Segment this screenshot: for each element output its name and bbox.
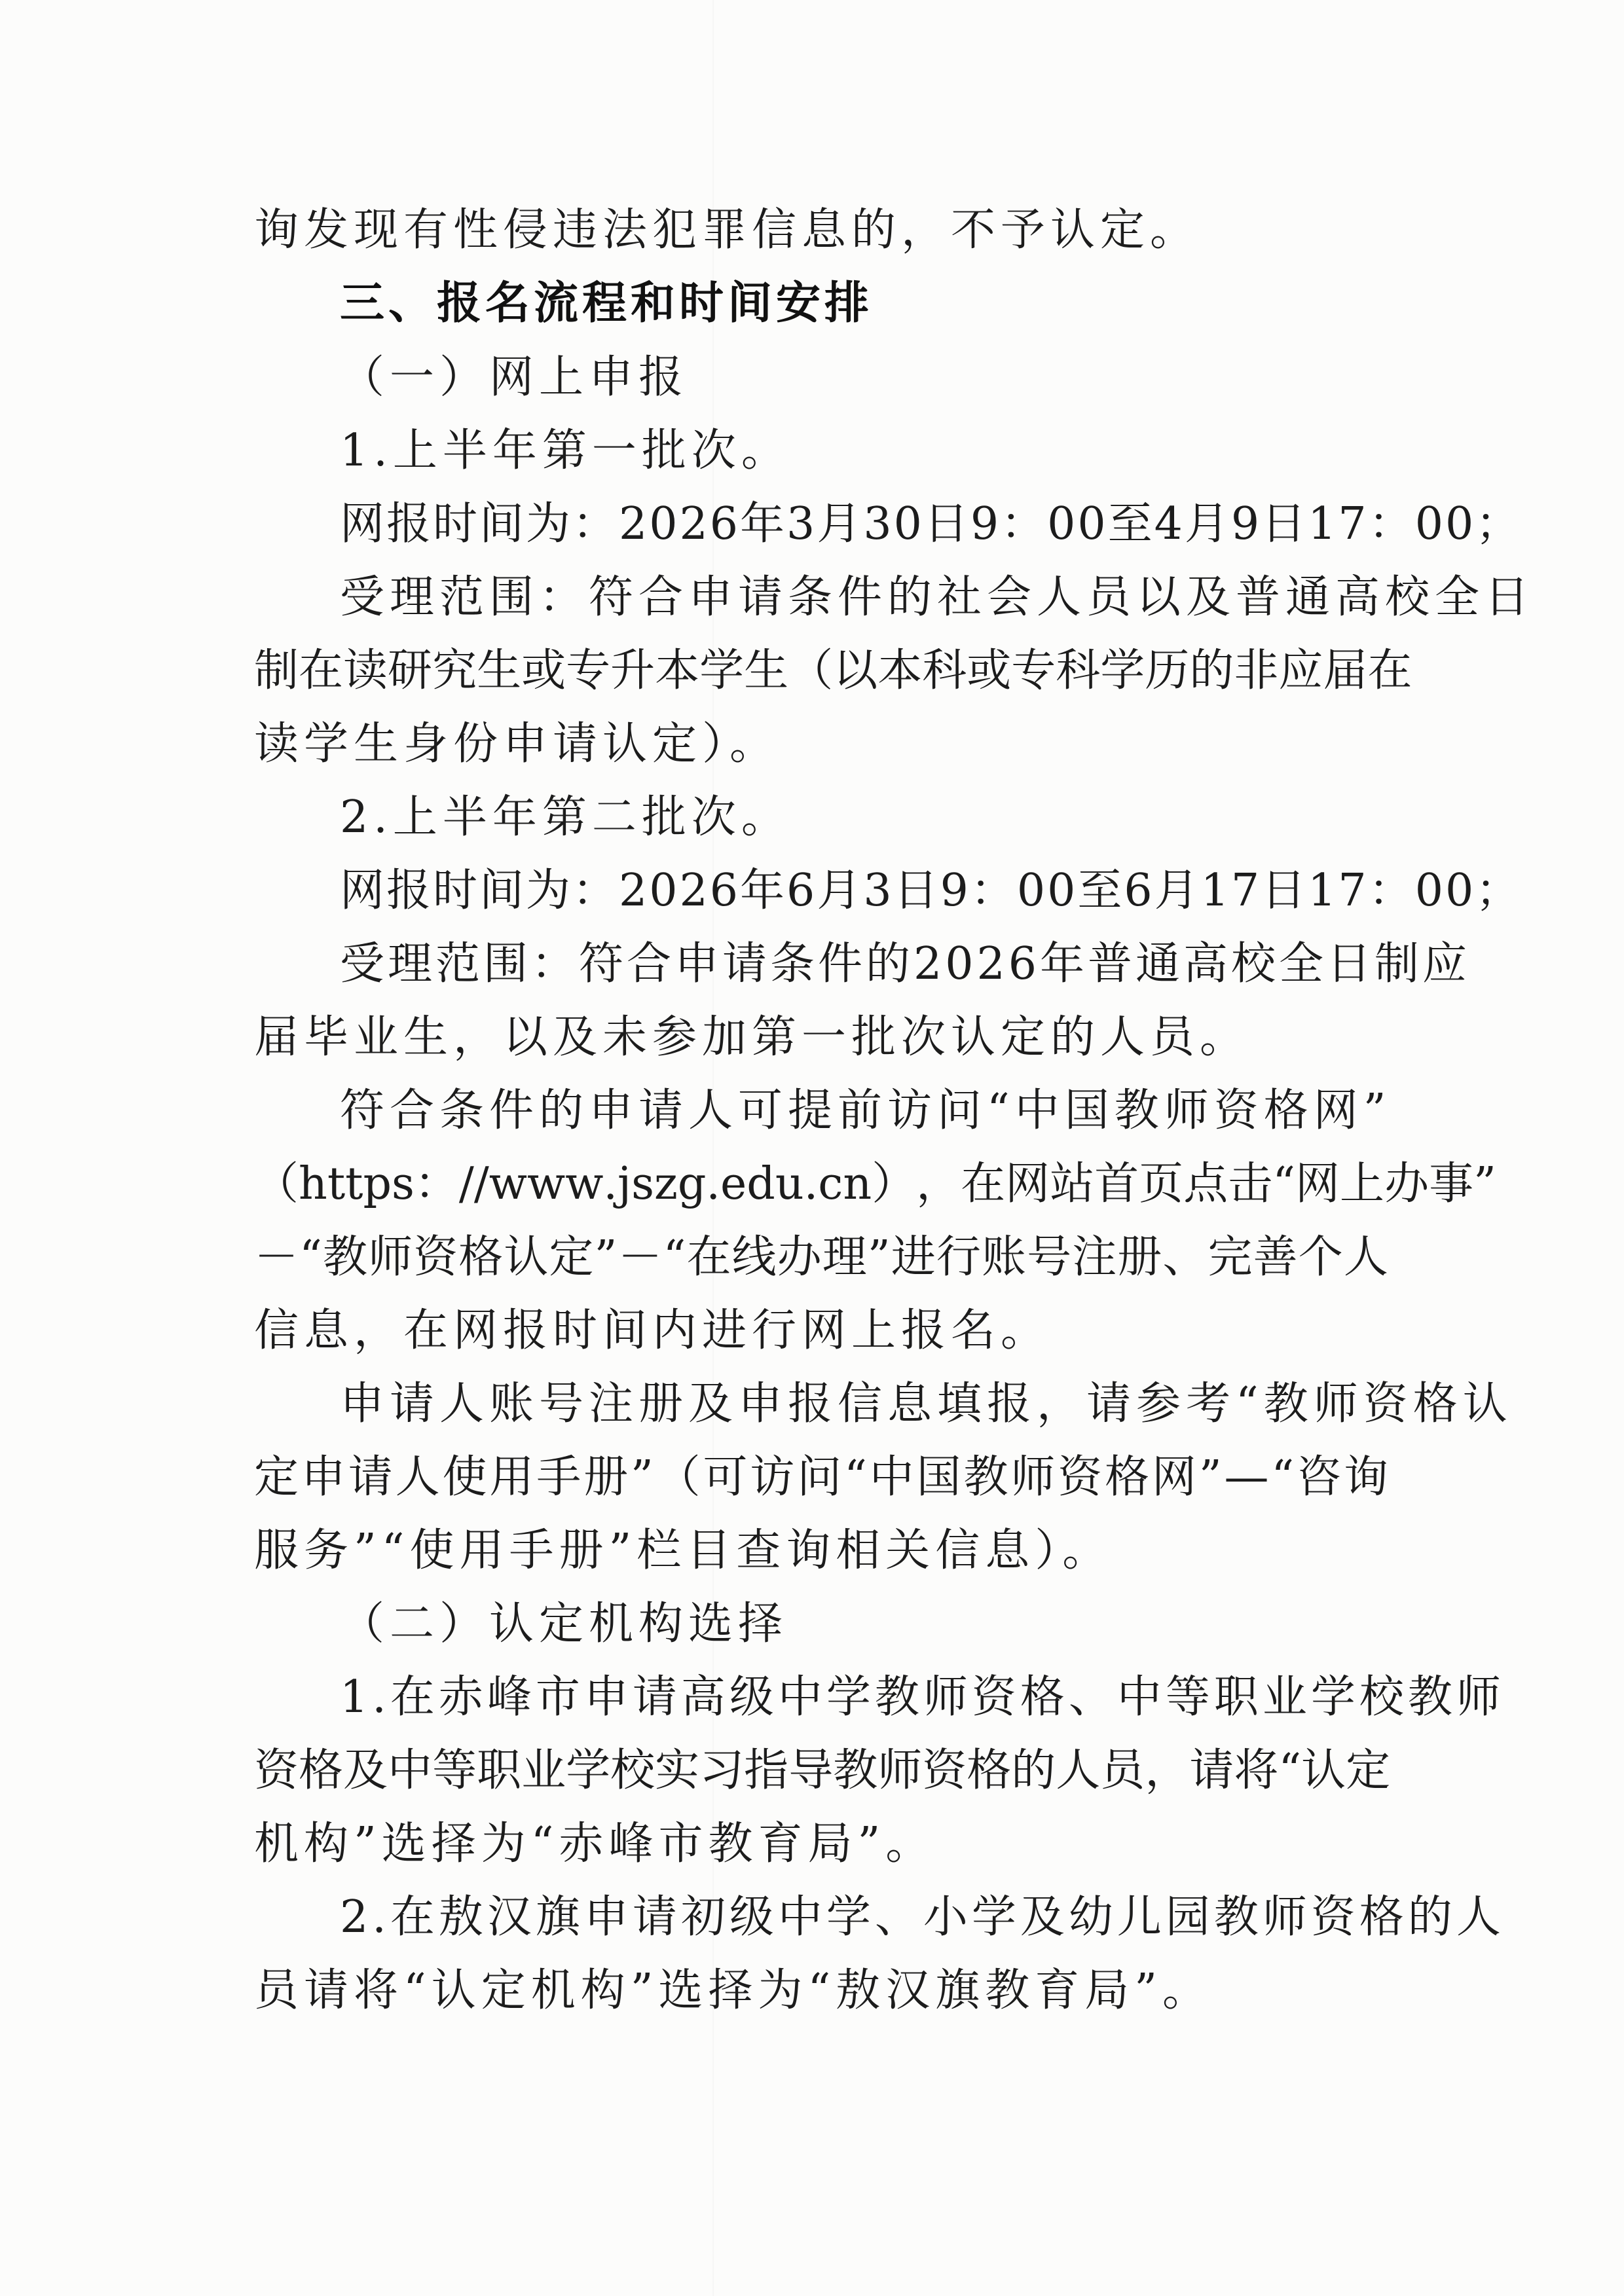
justified-character: 在 xyxy=(961,1158,1006,1210)
justified-text-line xyxy=(254,1158,1496,1210)
justified-character: 手 xyxy=(536,1451,581,1503)
subsection-heading: （一）网上申报 xyxy=(340,352,689,403)
justified-character: n xyxy=(843,1158,872,1210)
justified-character: p xyxy=(363,1158,392,1210)
justified-character: / xyxy=(458,1158,474,1210)
text-line: 信息，在网报时间内进行网上报名。 xyxy=(254,1305,1051,1357)
justified-character: 格 xyxy=(458,1231,504,1283)
justified-character: 人 xyxy=(1343,1231,1388,1283)
justified-character: 学 xyxy=(699,645,745,697)
justified-character: 申 xyxy=(301,1451,346,1503)
justified-character: 学 xyxy=(1100,645,1145,697)
text-line: 届毕业生，以及未参加第一批次认定的人员。 xyxy=(254,1011,1250,1063)
justified-character: 的 xyxy=(1011,1745,1056,1796)
justified-character: 问 xyxy=(797,1451,842,1503)
justified-character: 研 xyxy=(388,645,433,697)
justified-character: ” xyxy=(1198,1451,1222,1503)
justified-character: w xyxy=(489,1158,527,1210)
justified-character: 习 xyxy=(699,1745,745,1796)
justified-character: 认 xyxy=(504,1231,549,1283)
justified-character: “ xyxy=(1271,1451,1295,1503)
text-line: 员请将“认定机构”选择为“敖汉旗教育局”。 xyxy=(254,1965,1213,2016)
justified-character: 生 xyxy=(477,645,522,697)
justified-character: / xyxy=(473,1158,489,1210)
justified-character: ） xyxy=(872,1158,917,1210)
text-line: 符合条件的申请人可提前访问“中国教师资格网” xyxy=(340,1085,1392,1137)
justified-character: 职 xyxy=(477,1745,522,1796)
justified-character: 、 xyxy=(1162,1231,1208,1283)
justified-character: 生 xyxy=(744,645,789,697)
justified-character: ， xyxy=(916,1158,961,1210)
justified-character: 国 xyxy=(916,1451,961,1503)
justified-character: （ xyxy=(655,1451,701,1503)
justified-character: 或 xyxy=(521,645,566,697)
justified-character: 资 xyxy=(1058,1451,1103,1503)
item-heading: 1.上半年第一批次。 xyxy=(340,425,791,477)
justified-character: － xyxy=(254,1231,299,1283)
text-line: 1.在赤峰市申请高级中学教师资格、中等职业学校教师 xyxy=(340,1671,1505,1723)
justified-character: 办 xyxy=(777,1231,822,1283)
justified-character: 账 xyxy=(981,1231,1026,1283)
justified-character: 可 xyxy=(703,1451,748,1503)
justified-character: 以 xyxy=(833,645,878,697)
text-line: 2.在敖汉旗申请初级中学、小学及幼儿园教师资格的人 xyxy=(340,1891,1505,1943)
justified-character: ： xyxy=(414,1158,459,1210)
justified-character: 理 xyxy=(822,1231,867,1283)
justified-character: c xyxy=(818,1158,843,1210)
justified-character: 册 xyxy=(1117,1231,1162,1283)
text-line: 受理范围：符合申请条件的2026年普通高校全日制应 xyxy=(340,938,1471,990)
justified-character: 进 xyxy=(891,1231,936,1283)
justified-character: 善 xyxy=(1253,1231,1298,1283)
justified-character: 完 xyxy=(1208,1231,1253,1283)
subsection-heading: （二）认定机构选择 xyxy=(340,1598,788,1650)
justified-character: 资 xyxy=(922,1745,967,1796)
justified-character: 专 xyxy=(1011,645,1056,697)
justified-character: 请 xyxy=(348,1451,393,1503)
justified-character: 办 xyxy=(1384,1158,1430,1210)
justified-character: s xyxy=(631,1158,655,1210)
justified-character: 等 xyxy=(432,1745,477,1796)
justified-character: 请 xyxy=(1189,1745,1234,1796)
justified-character: 询 xyxy=(1343,1451,1388,1503)
justified-character: 校 xyxy=(610,1745,655,1796)
justified-character: 人 xyxy=(395,1451,440,1503)
text-line: 受理范围：符合申请条件的社会人员以及普通高校全日 xyxy=(340,572,1535,623)
justified-character: 事 xyxy=(1429,1158,1474,1210)
justified-character: d xyxy=(747,1158,775,1210)
scan-edge-shadow xyxy=(712,0,714,2296)
justified-character: 非 xyxy=(1234,645,1279,697)
justified-character: 定 xyxy=(1346,1745,1391,1796)
schedule-line: 网报时间为：2026年6月3日9：00至6月17日17：00； xyxy=(340,865,1522,917)
justified-character: ” xyxy=(631,1451,654,1503)
justified-character: 资 xyxy=(254,1745,299,1796)
justified-character: 教 xyxy=(833,1745,878,1796)
justified-character: 师 xyxy=(1010,1451,1056,1503)
justified-character: w xyxy=(526,1158,566,1210)
justified-character: 中 xyxy=(869,1451,914,1503)
justified-text-line xyxy=(254,645,1412,697)
justified-character: t xyxy=(345,1158,363,1210)
justified-character: j xyxy=(618,1158,632,1210)
justified-character: 网 xyxy=(1152,1451,1197,1503)
justified-character: 在 xyxy=(686,1231,731,1283)
justified-character: ” xyxy=(867,1231,891,1283)
justified-character: u xyxy=(775,1158,804,1210)
justified-character: 格 xyxy=(967,1745,1012,1796)
justified-character: t xyxy=(327,1158,346,1210)
justified-character: 首 xyxy=(1094,1158,1139,1210)
justified-character: 格 xyxy=(299,1745,344,1796)
justified-character: 网 xyxy=(1295,1158,1340,1210)
justified-character: 教 xyxy=(963,1451,1008,1503)
justified-character: 指 xyxy=(744,1745,789,1796)
justified-character: 册 xyxy=(583,1451,629,1503)
justified-character: ， xyxy=(1145,1745,1190,1796)
justified-character: . xyxy=(803,1158,819,1210)
justified-character: 的 xyxy=(1189,645,1234,697)
justified-character: 页 xyxy=(1139,1158,1184,1210)
text-line: 读学生身份申请认定）。 xyxy=(254,718,780,770)
justified-character: e xyxy=(720,1158,747,1210)
justified-character: 届 xyxy=(1323,645,1368,697)
justified-character: 站 xyxy=(1050,1158,1095,1210)
justified-character: 业 xyxy=(521,1745,566,1796)
justified-character: g xyxy=(677,1158,707,1210)
justified-character: 本 xyxy=(877,645,923,697)
justified-character: 教 xyxy=(322,1231,367,1283)
justified-character: 科 xyxy=(922,645,967,697)
justified-character: “ xyxy=(1272,1158,1296,1210)
justified-character: . xyxy=(603,1158,618,1210)
justified-character: “ xyxy=(663,1231,686,1283)
justified-character: 击 xyxy=(1228,1158,1273,1210)
text-line: 询发现有性侵违法犯罪信息的，不予认定。 xyxy=(254,204,1200,256)
justified-character: 定 xyxy=(254,1451,299,1503)
justified-character: 咨 xyxy=(1296,1451,1341,1503)
justified-character: 号 xyxy=(1027,1231,1072,1283)
justified-character: w xyxy=(565,1158,604,1210)
justified-character: 个 xyxy=(1298,1231,1343,1283)
justified-character: ” xyxy=(594,1231,618,1283)
justified-character: 制 xyxy=(254,645,299,697)
justified-character: 在 xyxy=(299,645,344,697)
justified-character: 访 xyxy=(750,1451,795,1503)
justified-character: 将 xyxy=(1234,1745,1279,1796)
justified-character: 行 xyxy=(936,1231,981,1283)
justified-character: 线 xyxy=(731,1231,777,1283)
justified-character: 历 xyxy=(1145,645,1190,697)
justified-character: — xyxy=(1224,1451,1269,1503)
section-heading: 三、报名流程和时间安排 xyxy=(340,278,874,329)
justified-character: 资 xyxy=(413,1231,458,1283)
justified-character: 定 xyxy=(549,1231,594,1283)
justified-text-line xyxy=(254,1745,1391,1796)
justified-character: s xyxy=(392,1158,415,1210)
justified-character: 究 xyxy=(432,645,477,697)
justified-character: 升 xyxy=(610,645,655,697)
justified-character: 实 xyxy=(655,1745,700,1796)
justified-character: 点 xyxy=(1183,1158,1228,1210)
justified-character: h xyxy=(299,1158,327,1210)
justified-character: （ xyxy=(254,1158,299,1210)
justified-character: “ xyxy=(844,1451,867,1503)
justified-character: 科 xyxy=(1056,645,1101,697)
justified-character: 或 xyxy=(967,645,1012,697)
justified-character: － xyxy=(618,1231,663,1283)
justified-character: 注 xyxy=(1072,1231,1117,1283)
justified-character: . xyxy=(706,1158,721,1210)
text-line: 服务”“使用手册”栏目查询相关信息）。 xyxy=(254,1525,1113,1576)
justified-text-line xyxy=(254,1451,1388,1503)
justified-character: 网 xyxy=(1005,1158,1050,1210)
justified-character: 导 xyxy=(788,1745,834,1796)
justified-character: z xyxy=(654,1158,678,1210)
justified-character: 使 xyxy=(442,1451,487,1503)
justified-character: “ xyxy=(1278,1745,1302,1796)
justified-character: （ xyxy=(788,645,834,697)
item-heading: 2.上半年第二批次。 xyxy=(340,792,791,843)
justified-character: 及 xyxy=(343,1745,388,1796)
justified-character: 师 xyxy=(877,1745,923,1796)
justified-character: 师 xyxy=(368,1231,413,1283)
justified-character: 认 xyxy=(1301,1745,1346,1796)
justified-character: 中 xyxy=(388,1745,433,1796)
justified-character: ” xyxy=(1473,1158,1496,1210)
justified-character: 用 xyxy=(489,1451,534,1503)
justified-character: 应 xyxy=(1278,645,1323,697)
justified-character: 格 xyxy=(1105,1451,1150,1503)
schedule-line: 网报时间为：2026年3月30日9：00至4月9日17：00； xyxy=(340,498,1522,550)
justified-character: 员 xyxy=(1100,1745,1145,1796)
justified-character: 读 xyxy=(343,645,388,697)
justified-character: 人 xyxy=(1056,1745,1101,1796)
justified-text-line xyxy=(254,1231,1388,1283)
justified-character: 本 xyxy=(655,645,700,697)
justified-character: 学 xyxy=(566,1745,611,1796)
justified-character: 专 xyxy=(566,645,611,697)
justified-character: 在 xyxy=(1367,645,1412,697)
text-line: 机构”选择为“赤峰市教育局”。 xyxy=(254,1818,936,1870)
text-line: 申请人账号注册及申报信息填报，请参考“教师资格认 xyxy=(340,1378,1513,1430)
justified-character: “ xyxy=(299,1231,322,1283)
justified-character: 上 xyxy=(1340,1158,1385,1210)
